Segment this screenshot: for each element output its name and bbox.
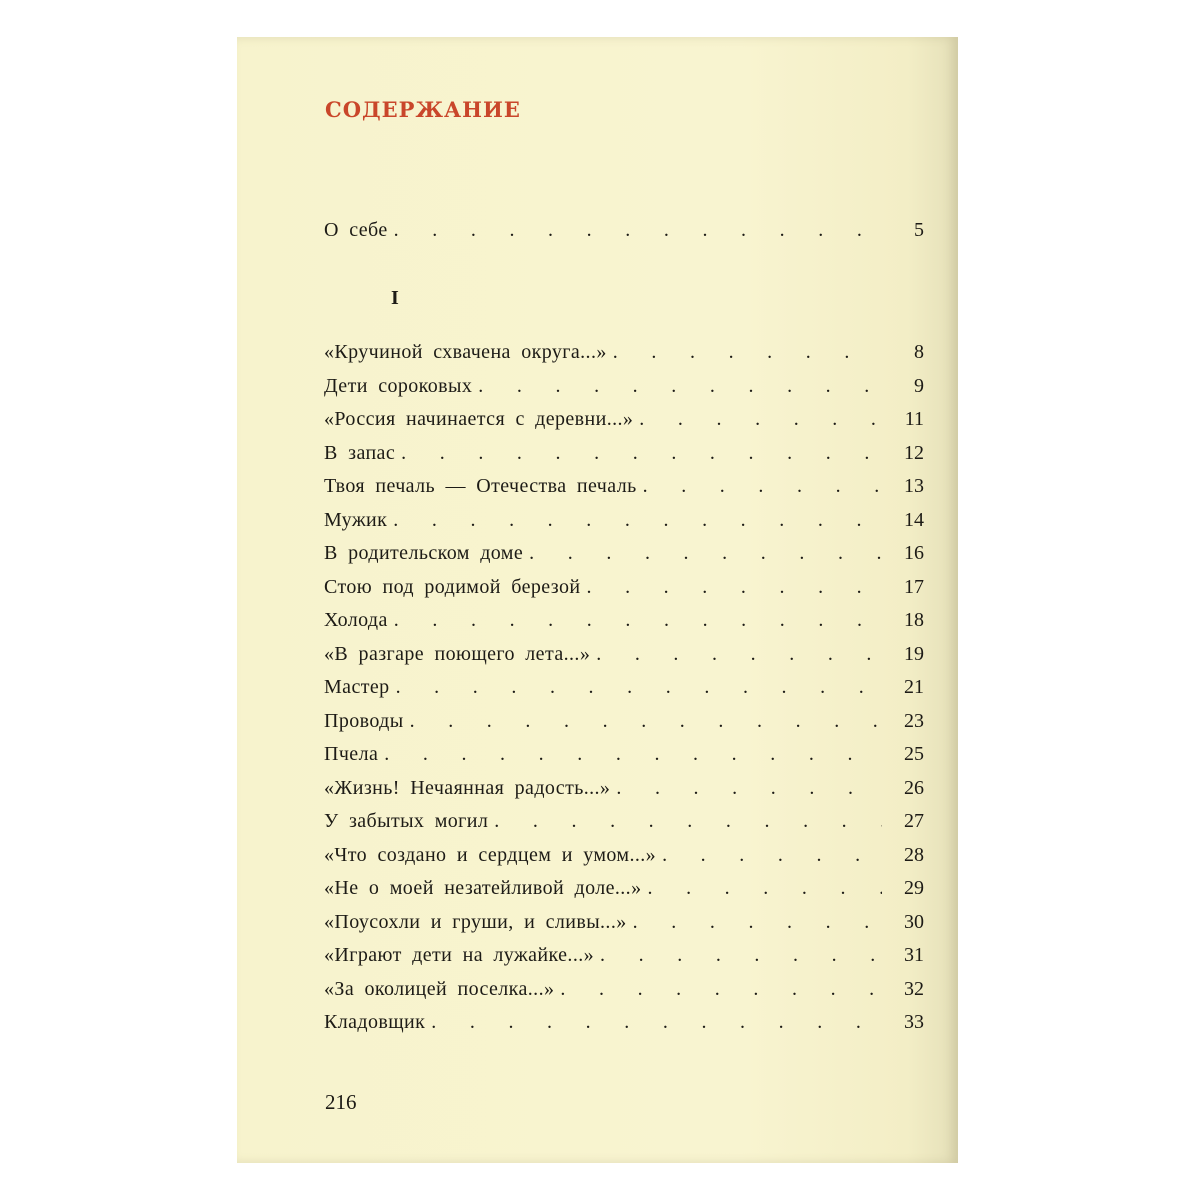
toc-entry-page: 31: [904, 944, 924, 966]
toc-entry-title: Пчела: [324, 743, 379, 765]
toc-entry-title: Холода: [324, 609, 388, 631]
toc-entry-page: 9: [914, 374, 924, 397]
toc-entry: [324, 375, 924, 405]
toc-entry-title: «Играют дети на лужайке...»: [324, 944, 595, 966]
toc-entry-page: 17: [904, 575, 924, 598]
toc-leader-dots: [590, 643, 882, 666]
toc-entry-page: 13: [904, 475, 924, 497]
toc-leader-dots: [388, 219, 882, 242]
toc-entry-page: 30: [904, 910, 924, 933]
toc-entry-page: 33: [904, 1011, 924, 1033]
toc-entry: [324, 710, 924, 740]
toc-entry-title: «В разгаре поющего лета...»: [324, 642, 591, 665]
toc-entry: [324, 341, 924, 371]
toc-leader-dots: [523, 542, 882, 565]
toc-entry-page: 21: [904, 676, 924, 698]
toc-entry: [324, 1011, 924, 1041]
toc-entry: [324, 408, 924, 438]
toc-entry-page: 16: [904, 542, 924, 564]
toc-entry: [324, 609, 924, 639]
toc-leader-dots: [472, 375, 882, 398]
toc-entry: [324, 944, 924, 974]
toc-entry-title: Стою под родимой березой: [324, 575, 581, 598]
toc-entry-page: 28: [904, 843, 924, 866]
toc-entry: [324, 509, 924, 539]
toc-leader-dots: [637, 475, 882, 498]
toc-entry-page: 8: [914, 341, 924, 363]
toc-entry-page: 32: [904, 977, 924, 1000]
toc-leader-dots: [580, 576, 882, 599]
toc-entry: [324, 576, 924, 606]
toc-leader-dots: [378, 743, 882, 766]
toc-entry-intro: [324, 219, 924, 249]
toc-leader-dots: [488, 810, 882, 833]
toc-leader-dots: [425, 1011, 882, 1034]
toc-entry: [324, 542, 924, 572]
toc-entry: [324, 676, 924, 706]
toc-entry-page: 5: [914, 219, 924, 241]
toc-entry-page: 25: [904, 743, 924, 765]
toc-leader-dots: [554, 978, 882, 1001]
toc-entry: [324, 810, 924, 840]
contents-heading: СОДЕРЖАНИЕ: [325, 97, 521, 122]
toc-entry-title: «Жизнь! Нечаянная радость...»: [324, 776, 611, 799]
toc-entry: [324, 911, 924, 941]
toc-entry-title: В запас: [324, 441, 396, 464]
toc-entry: [324, 844, 924, 874]
toc-entry-page: 23: [904, 709, 924, 732]
toc-entry: [324, 643, 924, 673]
toc-leader-dots: [633, 408, 882, 431]
toc-entry-page: 14: [904, 508, 924, 531]
toc-entry: [324, 442, 924, 472]
toc-entry: [324, 777, 924, 807]
section-numeral: I: [391, 287, 399, 309]
toc-entry-title: Проводы: [324, 709, 404, 732]
toc-entry-title: Кладовщик: [324, 1011, 426, 1033]
toc-leader-dots: [610, 777, 882, 800]
book-page: [237, 37, 958, 1163]
toc-entry-title: Твоя печаль — Отечества печаль: [324, 475, 637, 497]
toc-entry: [324, 475, 924, 505]
toc-entry: [324, 877, 924, 907]
toc-entry-title: Мастер: [324, 676, 390, 698]
toc-entry-title: О себе: [324, 219, 388, 241]
toc-entry-title: «Россия начинается с деревни...»: [324, 408, 634, 430]
toc-leader-dots: [395, 442, 882, 465]
toc-entry-page: 12: [904, 441, 924, 464]
toc-leader-dots: [388, 609, 882, 632]
toc-entry-page: 26: [904, 776, 924, 799]
toc-leader-dots: [656, 844, 882, 867]
toc-leader-dots: [387, 509, 882, 532]
toc-entry-title: «За околицей поселка...»: [324, 977, 555, 1000]
toc-leader-dots: [607, 341, 882, 364]
toc-entry-title: В родительском доме: [324, 542, 524, 564]
toc-entry-title: «Что создано и сердцем и умом...»: [324, 843, 657, 866]
toc-entry-page: 19: [904, 642, 924, 665]
toc-entry-page: 29: [904, 877, 924, 899]
toc-leader-dots: [404, 710, 882, 733]
toc-entry-title: «Не о моей незатейливой доле...»: [324, 877, 642, 899]
toc-entry-page: 11: [904, 408, 924, 430]
toc-entry-page: 27: [904, 810, 924, 832]
toc-entry-title: Дети сороковых: [324, 374, 473, 397]
page-number: 216: [325, 1090, 357, 1114]
toc-entry: [324, 978, 924, 1008]
toc-leader-dots: [641, 877, 882, 900]
toc-leader-dots: [594, 944, 882, 967]
toc-entry-page: 18: [904, 609, 924, 631]
toc-entry: [324, 743, 924, 773]
toc-entry-title: У забытых могил: [324, 810, 489, 832]
toc-leader-dots: [627, 911, 882, 934]
toc-entry-title: Мужик: [324, 508, 388, 531]
toc-entry-title: «Поусохли и груши, и сливы...»: [324, 910, 627, 933]
toc-leader-dots: [390, 676, 882, 699]
toc-entry-title: «Кручиной схвачена округа...»: [324, 341, 607, 363]
